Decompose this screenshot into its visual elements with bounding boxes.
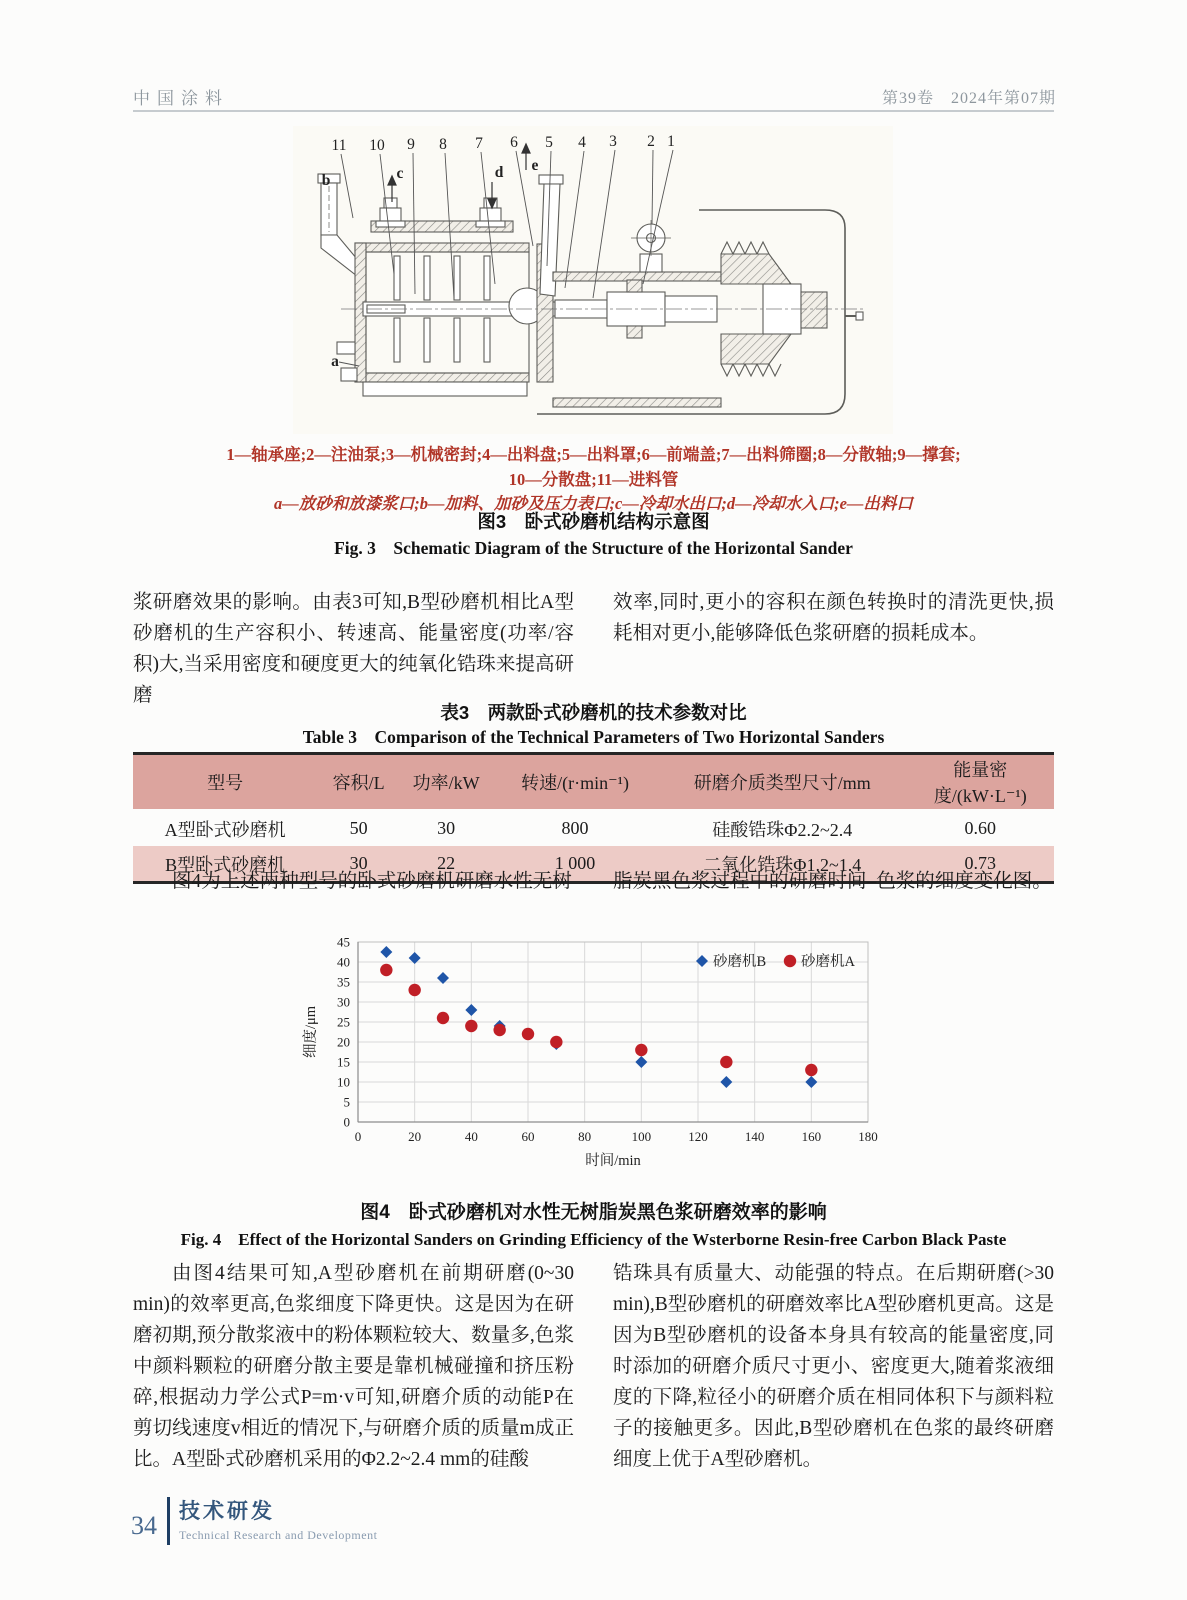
cell: 二氧化锆珠Φ1.2~1.4: [658, 846, 907, 883]
issue-info: 第39卷 2024年第07期: [881, 90, 1056, 107]
paragraph1-left-column: 浆研磨效果的影响。由表3可知,B型砂磨机相比A型砂磨机的生产容积小、转速高、能量密度(功率/容积)大,当采用密度和硬度更大的纯氧化锆珠来提高研磨: [133, 592, 574, 706]
figure3-parts-line1: 1—轴承座;2—注油泵;3—机械密封;4—出料盘;5—出料罩;6—前端盖;7—出料筛圈;8—分散轴;9—撑套;: [226, 445, 961, 464]
cell: 30: [437, 818, 456, 838]
figure4-chart: [300, 928, 880, 1192]
svg-text:180: 180: [858, 1129, 878, 1144]
data-point: [720, 1076, 732, 1088]
footer-section-en: Technical Research and Development: [179, 1527, 378, 1542]
figure3-diagram: [293, 126, 893, 434]
data-point: [380, 964, 392, 976]
part-label-7: 7: [475, 135, 483, 152]
svg-text:25: 25: [337, 1014, 350, 1030]
data-point: [805, 1076, 817, 1088]
figure3-caption-en: Fig. 3 Schematic Diagram of the Structure of the Horizontal Sander: [334, 538, 853, 558]
svg-text:砂磨机B: 砂磨机B: [713, 954, 767, 970]
data-point: [380, 946, 392, 958]
part-label-e: e: [531, 157, 539, 174]
footer-section-zh: 技术研发: [179, 1500, 275, 1524]
part-label-6: 6: [510, 134, 518, 151]
svg-text:20: 20: [408, 1129, 422, 1144]
svg-text:细度/μm: 细度/μm: [303, 1005, 319, 1059]
part-label-4: 4: [578, 134, 586, 151]
figure4-caption-en: Fig. 4 Effect of the Horizontal Sanders on Grinding Efficiency of the Wsterborne Resin-free Carbon Black Paste: [180, 1230, 1007, 1249]
part-label-3: 3: [609, 133, 617, 150]
flow-arrows: [388, 144, 530, 208]
col-header: 能量密度/(kW·L⁻¹): [907, 754, 1054, 811]
figure3-parts-line3: a—放砂和放漆浆口;b—加料、加砂及压力表口;c—冷却水出口;d—冷却水入口;e—出料口: [274, 494, 913, 513]
cell: 0.73: [907, 846, 1054, 883]
table-row: [133, 810, 1054, 846]
part-label-c: c: [396, 165, 404, 182]
cell: 800: [561, 818, 589, 838]
cell: 30: [317, 846, 400, 883]
svg-text:20: 20: [337, 1034, 350, 1050]
part-label-b: b: [321, 172, 331, 189]
svg-text:140: 140: [744, 1129, 765, 1144]
col-header: 研磨介质类型尺寸/mm: [658, 754, 907, 811]
svg-text:40: 40: [337, 954, 350, 970]
part-label-d: d: [494, 164, 504, 181]
part-label-8: 8: [439, 136, 447, 153]
horizontal-sander-schematic: [293, 126, 893, 434]
svg-text:15: 15: [337, 1054, 350, 1070]
svg-text:45: 45: [337, 934, 350, 950]
svg-text:10: 10: [337, 1074, 350, 1090]
part-label-9: 9: [407, 136, 415, 153]
data-point: [635, 1056, 647, 1068]
data-point: [465, 1020, 477, 1032]
table3-title-en: Table 3 Comparison of the Technical Parameters of Two Horizontal Sanders: [302, 727, 885, 747]
paragraph3-right-column: 锆珠具有质量大、动能强的特点。在后期研磨(>30 min),B型砂磨机的研磨效率比A型砂磨机更高。这是因为B型砂磨机的设备本身具有较高的能量密度,同时添加的研磨介质尺寸更小、密度更大,随着浆液细度的下降,粒径小的研磨介质在相同体积下与颜料粒子的接触更多。因此,B型砂磨机在色浆的最终研磨细度上优于A型砂磨机。: [613, 1263, 1054, 1470]
svg-text:时间/min: 时间/min: [585, 1153, 641, 1169]
part-label-a: a: [331, 353, 339, 370]
col-header: 型号: [133, 754, 317, 811]
svg-text:0: 0: [343, 1114, 350, 1130]
svg-text:80: 80: [578, 1129, 592, 1144]
part-label-1: 1: [667, 133, 675, 150]
data-point: [550, 1036, 562, 1048]
data-point: [465, 1004, 477, 1016]
table3-title-zh: 表3 两款卧式砂磨机的技术参数对比: [440, 702, 747, 723]
paragraph2-left-column: 图4为上述两种型号的卧式砂磨机研磨水性无树: [172, 871, 572, 892]
col-header: 转速/(r·min⁻¹): [492, 754, 658, 811]
figure3-parts-line2: 10—分散盘;11—进料管: [508, 470, 679, 489]
data-point: [493, 1024, 505, 1036]
table3: [133, 752, 1054, 884]
cell: 50: [349, 818, 368, 838]
part-label-2: 2: [647, 133, 655, 150]
svg-text:160: 160: [801, 1129, 822, 1144]
data-point: [437, 1012, 449, 1024]
data-point: [635, 1044, 647, 1056]
header-rule: [133, 110, 1054, 112]
svg-text:5: 5: [343, 1094, 350, 1110]
cell: 硅酸锆珠Φ2.2~2.4: [712, 819, 853, 840]
col-header: 容积/L: [317, 754, 400, 811]
data-point: [522, 1028, 534, 1040]
svg-text:35: 35: [337, 974, 350, 990]
machine-body: [318, 174, 865, 414]
svg-text:60: 60: [521, 1129, 535, 1144]
table-header-row: [133, 754, 1054, 811]
cell: B型卧式砂磨机: [133, 846, 317, 883]
paragraph3-left-column: 由图4结果可知,A型砂磨机在前期研磨(0~30 min)的效率更高,色浆细度下降更快。这是因为在研磨初期,预分散浆液中的粉体颗粒较大、数量多,色浆中颜料颗粒的研磨分散主要是靠机械碰撞和挤压粉碎,根据动力学公式P=m·v可知,研磨介质的动能P在剪切线速度v相近的情况下,与研磨介质的质量m成正比。A型卧式砂磨机采用的Φ2.2~2.4 mm的硅酸: [133, 1263, 574, 1470]
chart-grid: [358, 942, 868, 1122]
cell: A型卧式砂磨机: [164, 819, 286, 840]
paragraph1-right-column: 效率,同时,更小的容积在颜色转换时的清洗更快,损耗相对更小,能够降低色浆研磨的损耗成本。: [613, 592, 1054, 644]
col-header: 功率/kW: [400, 754, 492, 811]
svg-text:40: 40: [464, 1129, 478, 1144]
part-label-10: 10: [369, 137, 385, 154]
cell: 0.60: [964, 818, 997, 838]
svg-text:120: 120: [688, 1129, 708, 1144]
grinding-efficiency-scatter-chart: [300, 928, 880, 1192]
data-point: [784, 955, 796, 967]
cell: 22: [400, 846, 492, 883]
footer-divider: [167, 1497, 170, 1545]
cell: 1 000: [492, 846, 658, 883]
footer: [131, 1497, 377, 1545]
paragraph2-right-column: 脂炭黑色浆过程中的研磨时间–色浆的细度变化图。: [613, 871, 1052, 892]
part-label-11: 11: [331, 137, 347, 154]
figure3-caption-zh: 图3 卧式砂磨机结构示意图: [477, 511, 710, 532]
data-point: [805, 1064, 817, 1076]
data-point: [720, 1056, 732, 1068]
svg-text:0: 0: [354, 1129, 362, 1144]
data-point: [408, 984, 420, 996]
page-number: 34: [131, 1511, 157, 1540]
svg-text:砂磨机A: 砂磨机A: [801, 954, 855, 970]
svg-text:30: 30: [337, 994, 350, 1010]
journal-title: 中国涂料: [133, 89, 229, 108]
svg-text:100: 100: [631, 1129, 652, 1144]
part-label-5: 5: [545, 134, 553, 151]
figure4-caption-zh: 图4 卧式砂磨机对水性无树脂炭黑色浆研磨效率的影响: [360, 1202, 827, 1223]
